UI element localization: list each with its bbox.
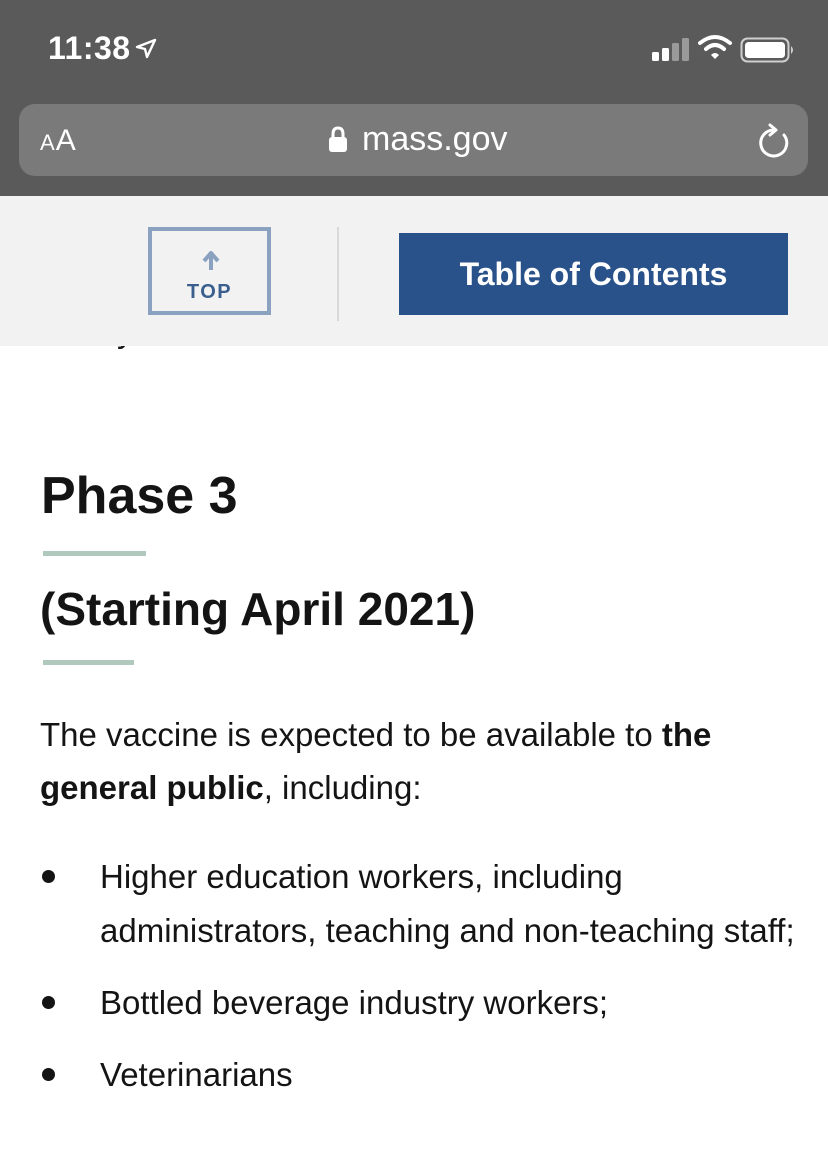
list-item — [40, 850, 800, 958]
list-item-text: Bottled beverage industry workers; — [100, 984, 609, 1021]
table-of-contents-button[interactable]: Table of Contents — [399, 233, 788, 315]
top-button-label: TOP — [186, 281, 233, 303]
reload-icon[interactable] — [756, 122, 792, 160]
text-size-button[interactable]: AA — [40, 124, 77, 157]
list-item — [40, 1048, 800, 1102]
battery-icon — [740, 37, 796, 63]
wifi-icon — [698, 34, 732, 60]
phase-heading: Phase 3 — [41, 467, 238, 525]
heading-underline — [43, 551, 146, 556]
arrow-up-icon — [202, 251, 220, 271]
intro-text-end: , including: — [263, 769, 422, 806]
url-domain: mass.gov — [362, 120, 508, 158]
lock-icon — [328, 126, 348, 154]
bullet-icon — [42, 1068, 55, 1081]
intro-paragraph — [40, 708, 780, 814]
browser-chrome — [0, 0, 828, 196]
intro-bold-text: the general public — [40, 716, 712, 806]
phase-subheading: (Starting April 2021) — [40, 583, 476, 635]
cellular-signal-icon — [652, 38, 690, 62]
location-arrow-icon — [135, 38, 157, 60]
intro-text-start: The vaccine is expected to be available to — [40, 716, 662, 753]
list-item — [40, 976, 800, 1030]
bullet-icon — [42, 870, 55, 883]
nav-divider — [337, 227, 339, 321]
bullet-icon — [42, 996, 55, 1009]
sticky-nav-bar — [0, 196, 828, 346]
list-item-text: Higher education workers, including administrators, teaching and non-teaching staff; — [100, 858, 795, 949]
list-item-text: Veterinarians — [100, 1056, 293, 1093]
subheading-underline — [43, 660, 134, 665]
back-to-top-button[interactable] — [148, 227, 271, 315]
eligible-groups-list — [40, 850, 800, 1120]
status-time: 11:38 — [48, 30, 131, 66]
